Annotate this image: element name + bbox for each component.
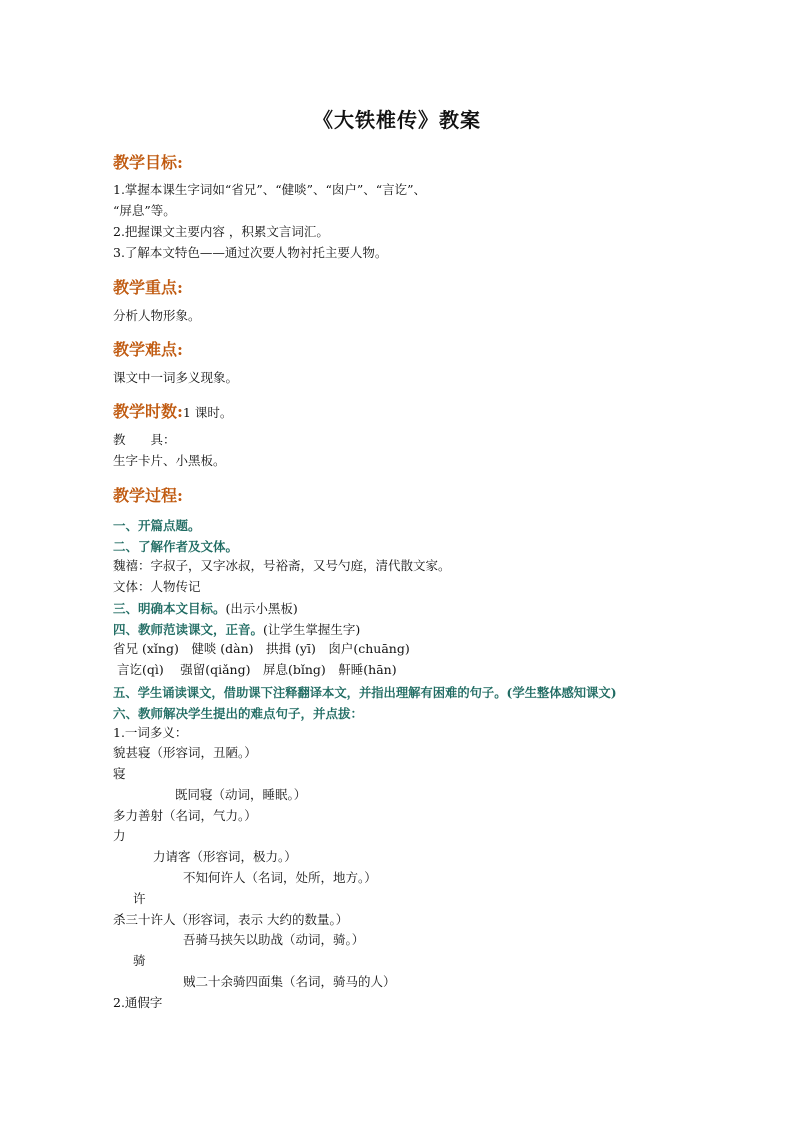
example-line: 多力善射（名词，气力。） [113, 808, 257, 823]
hours-heading [113, 399, 232, 422]
polysemy-char: 许 [133, 891, 146, 906]
example-line: 杀三十许人（形容词，表示 大约的数量。） [113, 912, 349, 927]
key-points-text: 分析人物形象。 [113, 308, 201, 323]
polysemy-char: 骑 [133, 953, 146, 968]
objective-line: 3.了解本文特色——通过次要人物衬托主要人物。 [113, 245, 388, 260]
example-line: 不知何许人（名词，处所，地方。） [183, 870, 377, 885]
polysemy-char: 寝 [113, 766, 126, 781]
example-line: 貌甚寝（形容词，丑陋。） [113, 745, 257, 760]
polysemy-char: 力 [113, 828, 126, 843]
tools-text: 生字卡片、小黑板。 [113, 453, 226, 468]
key-points-heading: 教学重点: [113, 278, 183, 297]
step-note: (出示小黑板) [225, 601, 298, 616]
objective-line: 1.掌握本课生字词如“省兄”、“健啖”、“囱户”、“言讫”、 [113, 182, 427, 197]
step-label: 四、教师范读课文，正音。 [113, 622, 264, 637]
pronunciation-line: 言讫(qì) 强留(qiǎng) 屏息(bǐng) 鼾睡(hān) [113, 662, 397, 677]
process-heading: 教学过程: [113, 486, 183, 505]
genre-info: 文体：人物传记 [113, 579, 201, 594]
difficulties-heading: 教学难点: [113, 340, 183, 359]
objective-line: “屏息”等。 [113, 203, 176, 218]
example-line: 力请客（形容词，极力。） [153, 849, 297, 864]
subsection-title: 1.一词多义： [113, 725, 188, 740]
process-step [113, 599, 298, 617]
subsection-title: 2.通假字 [113, 995, 163, 1010]
process-step [113, 620, 360, 638]
process-step: 一、开篇点题。 [113, 518, 201, 533]
author-info: 魏禧：字叔子，又字冰叔，号裕斋，又号勺庭，清代散文家。 [113, 558, 451, 573]
pronunciation-line: 省兄 (xǐng) 健啖 (dàn) 拱揖 (yī) 囱户(chuāng) [113, 641, 410, 656]
process-step: 二、了解作者及文体。 [113, 539, 239, 554]
process-step: 五、学生诵读课文，借助课下注释翻译本文，并指出理解有困难的句子。(学生整体感知课文) [113, 685, 617, 700]
page-title: 《大铁椎传》教案 [313, 108, 481, 132]
objectives-heading: 教学目标: [113, 153, 183, 172]
step-label: 三、明确本文目标。 [113, 601, 226, 616]
hours-value: 1 课时。 [182, 405, 233, 420]
objective-line: 2.把握课文主要内容 ，积累文言词汇。 [113, 224, 329, 239]
step-note: (让学生掌握生字) [263, 622, 361, 637]
hours-label: 教学时数: [113, 402, 183, 421]
example-line: 贼二十余骑四面集（名词，骑马的人） [183, 974, 396, 989]
difficulties-text: 课文中一词多义现象。 [113, 370, 239, 385]
tools-label: 教 具： [113, 432, 176, 447]
example-line: 既同寝（动词，睡眠。） [175, 787, 307, 802]
example-line: 吾骑马挟矢以助战（动词，骑。） [183, 932, 365, 947]
process-step: 六、教师解决学生提出的难点句子，并点拔： [113, 706, 364, 721]
